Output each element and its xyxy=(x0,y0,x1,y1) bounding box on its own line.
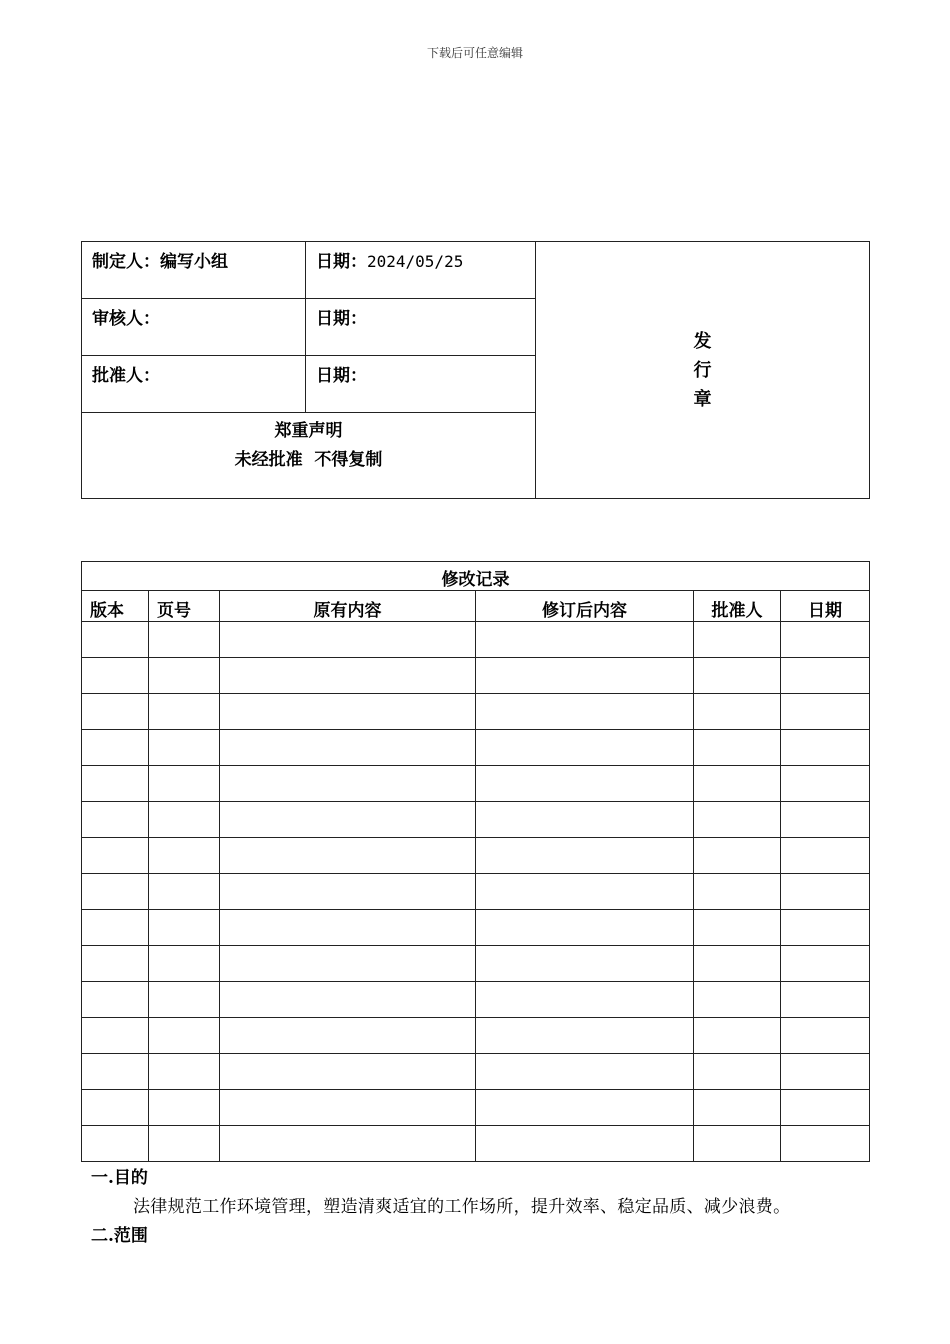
revision-cell xyxy=(149,1054,220,1090)
approver-date-cell xyxy=(306,356,536,413)
revision-cell xyxy=(781,946,870,982)
revision-cell xyxy=(781,658,870,694)
revision-cell xyxy=(220,730,476,766)
revision-cell xyxy=(220,1018,476,1054)
revision-cell xyxy=(781,982,870,1018)
revision-cell xyxy=(149,946,220,982)
revision-cell xyxy=(220,982,476,1018)
revision-row xyxy=(82,982,870,1018)
revision-cell xyxy=(694,838,781,874)
revision-cell xyxy=(149,694,220,730)
revision-cell xyxy=(220,802,476,838)
revision-row xyxy=(82,946,870,982)
revision-cell xyxy=(149,874,220,910)
revision-row xyxy=(82,1090,870,1126)
revision-cell xyxy=(82,694,149,730)
revision-cell xyxy=(82,1126,149,1162)
revision-cell xyxy=(82,1090,149,1126)
revision-row xyxy=(82,802,870,838)
revision-cell xyxy=(694,766,781,802)
revision-cell xyxy=(476,1018,694,1054)
col-header-original: 原有内容 xyxy=(220,591,476,622)
revision-cell xyxy=(82,622,149,658)
revision-cell xyxy=(149,838,220,874)
section-2-title: 二.范围 xyxy=(91,1226,148,1246)
revision-cell xyxy=(694,874,781,910)
stamp-char-3: 章 xyxy=(693,388,712,410)
revision-cell xyxy=(82,658,149,694)
revision-row xyxy=(82,1018,870,1054)
revision-cell xyxy=(781,766,870,802)
reviewer-label: 审核人： xyxy=(92,309,160,329)
revision-cell xyxy=(781,694,870,730)
revision-cell xyxy=(82,1018,149,1054)
notice-cell xyxy=(82,413,536,499)
section-1-body: 法律规范工作环境管理，塑造清爽适宜的工作场所，提升效率、稳定品质、减少浪费。 xyxy=(133,1197,791,1217)
notice-text: 未经批准 不得复制 xyxy=(234,450,383,470)
revision-cell xyxy=(476,946,694,982)
revision-cell xyxy=(476,730,694,766)
revision-cell xyxy=(220,1090,476,1126)
revision-cell xyxy=(82,838,149,874)
revision-cell xyxy=(694,946,781,982)
revision-cell xyxy=(781,1126,870,1162)
revision-cell xyxy=(149,1126,220,1162)
revision-cell xyxy=(476,766,694,802)
revision-cell xyxy=(82,730,149,766)
revision-cell xyxy=(476,658,694,694)
revision-cell xyxy=(694,1126,781,1162)
revision-cell xyxy=(82,1054,149,1090)
revision-cell xyxy=(781,802,870,838)
revision-cell xyxy=(694,802,781,838)
revision-cell xyxy=(220,622,476,658)
stamp-char-2: 行 xyxy=(693,359,712,381)
revision-cell xyxy=(82,982,149,1018)
revision-cell xyxy=(476,910,694,946)
revision-row xyxy=(82,658,870,694)
section-1-title: 一.目的 xyxy=(91,1168,148,1188)
col-header-approver: 批准人 xyxy=(694,591,781,622)
revision-cell xyxy=(220,1054,476,1090)
revision-row xyxy=(82,730,870,766)
revision-cell xyxy=(220,910,476,946)
revision-cell xyxy=(694,622,781,658)
revision-cell xyxy=(149,1018,220,1054)
revision-cell xyxy=(149,766,220,802)
revision-cell xyxy=(220,1126,476,1162)
reviewer-date-label: 日期： xyxy=(316,309,367,329)
revision-cell xyxy=(476,982,694,1018)
header-note: 下载后可任意编辑 xyxy=(426,46,523,60)
revision-cell xyxy=(476,1054,694,1090)
col-header-revised: 修订后内容 xyxy=(476,591,694,622)
revision-cell xyxy=(476,1126,694,1162)
revision-cell xyxy=(694,730,781,766)
reviewer-cell xyxy=(82,299,306,356)
issue-stamp-area xyxy=(536,242,870,499)
revision-cell xyxy=(220,946,476,982)
revision-cell xyxy=(149,802,220,838)
reviewer-date-cell xyxy=(306,299,536,356)
approver-cell xyxy=(82,356,306,413)
revision-cell xyxy=(476,1090,694,1126)
col-header-version: 版本 xyxy=(82,591,149,622)
approval-table xyxy=(81,241,870,499)
revision-cell xyxy=(694,910,781,946)
approver-label: 批准人： xyxy=(92,366,160,386)
revision-row xyxy=(82,874,870,910)
revision-cell xyxy=(694,658,781,694)
revision-cell xyxy=(781,1018,870,1054)
revision-cell xyxy=(149,1090,220,1126)
revision-cell xyxy=(220,874,476,910)
revision-cell xyxy=(476,622,694,658)
author-label: 制定人：编写小组 xyxy=(92,252,228,272)
revision-rows xyxy=(82,622,870,1162)
revision-cell xyxy=(149,658,220,694)
revision-cell xyxy=(476,694,694,730)
revision-cell xyxy=(694,982,781,1018)
revision-cell xyxy=(220,766,476,802)
author-cell xyxy=(82,242,306,299)
revision-cell xyxy=(220,694,476,730)
approver-date-label: 日期： xyxy=(316,366,367,386)
revision-table-title: 修改记录 xyxy=(82,562,870,591)
revision-cell xyxy=(781,730,870,766)
revision-cell xyxy=(82,874,149,910)
revision-cell xyxy=(149,982,220,1018)
revision-cell xyxy=(694,1054,781,1090)
revision-table xyxy=(81,561,870,1162)
revision-cell xyxy=(149,622,220,658)
revision-row xyxy=(82,910,870,946)
revision-cell xyxy=(781,838,870,874)
revision-row xyxy=(82,694,870,730)
revision-cell xyxy=(82,946,149,982)
revision-cell xyxy=(82,910,149,946)
stamp-char-1: 发 xyxy=(693,330,712,352)
revision-cell xyxy=(220,658,476,694)
revision-row xyxy=(82,1126,870,1162)
author-date-value: 2024/05/25 xyxy=(367,252,464,271)
notice-title: 郑重声明 xyxy=(274,421,343,441)
revision-cell xyxy=(694,694,781,730)
revision-cell xyxy=(781,1054,870,1090)
revision-row xyxy=(82,766,870,802)
revision-row xyxy=(82,1054,870,1090)
revision-cell xyxy=(149,730,220,766)
revision-cell xyxy=(476,838,694,874)
revision-cell xyxy=(781,874,870,910)
revision-cell xyxy=(781,910,870,946)
revision-cell xyxy=(694,1090,781,1126)
revision-row xyxy=(82,838,870,874)
revision-cell xyxy=(220,838,476,874)
col-header-date: 日期 xyxy=(781,591,870,622)
revision-cell xyxy=(82,802,149,838)
col-header-page: 页号 xyxy=(149,591,220,622)
revision-cell xyxy=(82,766,149,802)
revision-cell xyxy=(694,1018,781,1054)
revision-cell xyxy=(476,802,694,838)
author-date-cell xyxy=(306,242,536,299)
revision-row xyxy=(82,622,870,658)
author-date-label: 日期： xyxy=(316,252,367,272)
revision-cell xyxy=(149,910,220,946)
revision-cell xyxy=(781,1090,870,1126)
revision-cell xyxy=(476,874,694,910)
revision-cell xyxy=(781,622,870,658)
